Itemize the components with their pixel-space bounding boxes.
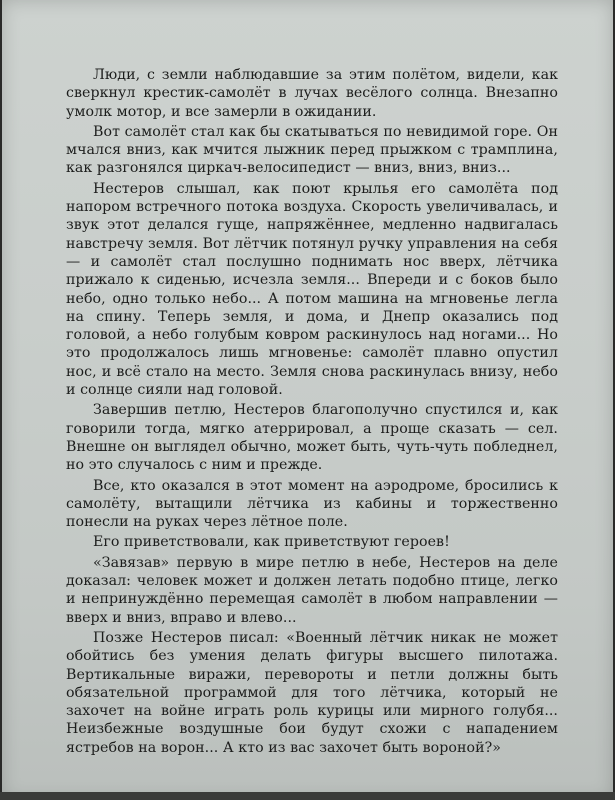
book-page: [2, 0, 613, 800]
paragraph-1: Люди, с земли наблюдавшие за этим полётом, видели, как сверкнул крестик-самолёт в лучах весёлого солнца. Внезапно умолк мотор, и все замерли в ожидании.: [66, 67, 558, 120]
paragraph-2: Вот самолёт стал как бы скатываться по невидимой горе. Он мчался вниз, как мчится лыжник перед прыжком с трамплина, как разгонялся циркач-велосипедист — вниз, вниз, вниз...: [66, 123, 558, 177]
paragraph-7: «Завязав» первую в мире петлю в небе, Нестеров на деле доказал: человек может и должен летать подобно птице, легко и непринуждённо перемещая самолёт в любом направлении — вверх и вниз, вправо и влево...: [66, 554, 558, 626]
paragraph-6: Его приветствовали, как приветствуют героев!: [93, 534, 450, 551]
text-block: [66, 66, 558, 759]
paragraph-4: Завершив петлю, Нестеров благополучно спустился и, как говорили тогда, мягко атеррировал, а проще сказать — сел. Внешне он выглядел обычно, может быть, чуть-чуть побледнел, но это случалось с ним и прежде.: [66, 402, 558, 474]
page-bottom-edge: [0, 792, 615, 800]
paragraph-8: Позже Нестеров писал: «Военный лётчик никак не может обойтись без умения делать фигуры высшего пилотажа. Вертикальные виражи, перевороты и петли должны быть обязательной программой для того лётчика, который не захочет на войне играть роль курицы или мирного голубя... Неизбежные воздушные бои будут схожи с нападением ястребов на ворон... А кто из вас захочет быть вороной?»: [66, 629, 558, 756]
paragraph-3: Нестеров слышал, как поют крылья его самолёта под напором встречного потока воздуха. Скорость увеличивалась, и звук этот делался гуще, напряжённее, медленно надвигалась навстречу земля. Вот лётчик потянул ручку управления на себя — и самолёт стал послушно поднимать нос вверх, лётчика прижало к сиденью, исчезла земля... Впереди и с боков было небо, одно только небо... А потом машина на мгновенье легла на спину. Теперь земля, и дома, и Днепр оказались под головой, а небо голубым ковром раскинулось над ногами... Но это продолжалось лишь мгновенье: самолёт плавно опустил нос, и всё стало на место. Земля снова раскинулась внизу, небо и солнце сияли над головой.: [66, 180, 558, 399]
paragraph-5: Все, кто оказался в этот момент на аэродроме, бросились к самолёту, вытащили лётчика из кабины и торжественно понесли на руках через лётное поле.: [66, 477, 558, 531]
